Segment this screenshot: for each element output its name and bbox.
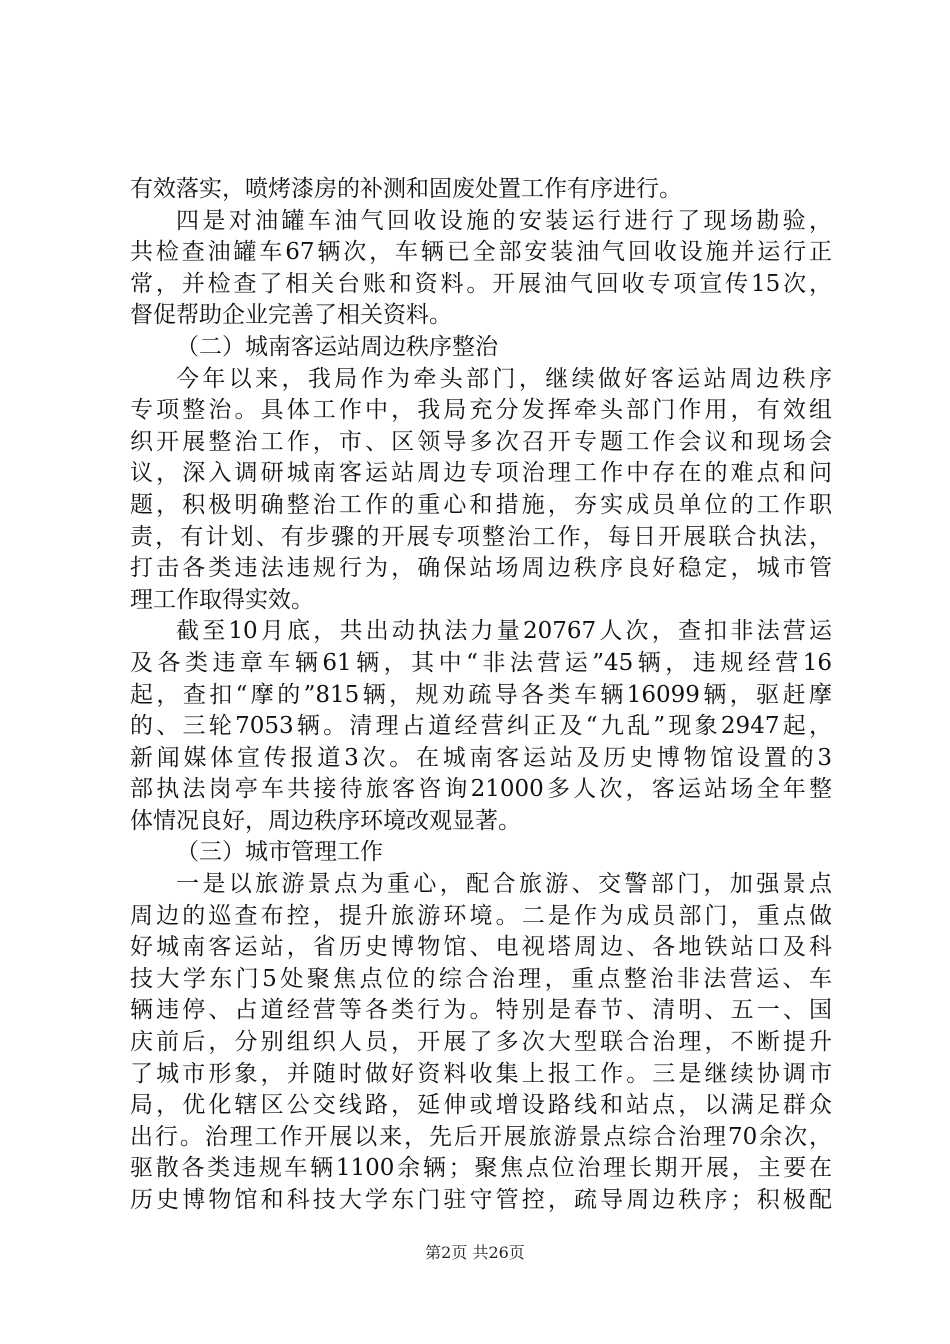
- text-line: 专项整治。具体工作中，我局充分发挥牵头部门作用，有效组: [130, 397, 832, 424]
- text-line: 织开展整治工作，市、区领导多次召开专题工作会议和现场会: [130, 428, 832, 455]
- text-line: 四是对油罐车油气回收设施的安装运行进行了现场勘验，: [176, 207, 832, 234]
- text-line: 常，并检查了相关台账和资料。开展油气回收专项宣传15次，: [130, 270, 832, 297]
- text-line: 周边的巡查布控，提升旅游环境。二是作为成员部门，重点做: [130, 902, 832, 929]
- text-line: 共检查油罐车67辆次，车辆已全部安装油气回收设施并运行正: [130, 239, 832, 266]
- text-line: 辆违停、占道经营等各类行为。特别是春节、清明、五一、国: [130, 997, 832, 1024]
- text-line: 题，积极明确整治工作的重心和措施，夯实成员单位的工作职: [130, 491, 832, 518]
- text-line: 部执法岗亭车共接待旅客咨询21000多人次，客运站场全年整: [130, 776, 832, 803]
- text-line: 打击各类违法违规行为，确保站场周边秩序良好稳定，城市管: [130, 555, 832, 582]
- text-line: 出行。治理工作开展以来，先后开展旅游景点综合治理70余次，: [130, 1123, 832, 1150]
- text-line: 有效落实，喷烤漆房的补测和固废处置工作有序进行。: [130, 176, 682, 202]
- text-line: 体情况良好，周边秩序环境改观显著。: [130, 807, 521, 834]
- text-line: 局，优化辖区公交线路，延伸或增设路线和站点，以满足群众: [130, 1092, 832, 1119]
- section-heading: （三）城市管理工作: [176, 839, 383, 866]
- text-line: 督促帮助企业完善了相关资料。: [130, 302, 452, 329]
- page-number-label: 第2页 共26页: [425, 1243, 525, 1262]
- text-line: 驱散各类违规车辆1100余辆；聚焦点位治理长期开展，主要在: [130, 1155, 832, 1182]
- text-line: 的、三轮7053辆。清理占道经营纠正及“九乱”现象2947起，: [130, 713, 832, 740]
- page-footer: [0, 1240, 950, 1263]
- text-line: 理工作取得实效。: [130, 586, 314, 613]
- text-line: 及各类违章车辆61辆，其中“非法营运”45辆，违规经营16: [130, 649, 832, 676]
- text-line: 议，深入调研城南客运站周边专项治理工作中存在的难点和问: [130, 460, 832, 487]
- text-line: 责，有计划、有步骤的开展专项整治工作，每日开展联合执法，: [130, 523, 832, 550]
- text-line: 历史博物馆和科技大学东门驻守管控，疏导周边秩序；积极配: [130, 1187, 832, 1213]
- text-line: 技大学东门5处聚焦点位的综合治理，重点整治非法营运、车: [130, 965, 832, 992]
- text-line: 一是以旅游景点为重心，配合旅游、交警部门，加强景点: [176, 871, 832, 898]
- text-line: 今年以来，我局作为牵头部门，继续做好客运站周边秩序: [176, 365, 832, 392]
- text-line: 新闻媒体宣传报道3次。在城南客运站及历史博物馆设置的3: [130, 744, 832, 771]
- text-line: 庆前后，分别组织人员，开展了多次大型联合治理，不断提升: [130, 1029, 832, 1056]
- text-line: 截至10月底，共出动执法力量20767人次，查扣非法营运: [176, 618, 832, 645]
- text-line: 好城南客运站，省历史博物馆、电视塔周边、各地铁站口及科: [130, 934, 832, 961]
- document-body: [130, 174, 832, 1217]
- section-heading: （二）城南客运站周边秩序整治: [176, 333, 498, 360]
- text-line: 起，查扣“摩的”815辆，规劝疏导各类车辆16099辆，驱赶摩: [130, 681, 832, 708]
- text-line: 了城市形象，并随时做好资料收集上报工作。三是继续协调市: [130, 1060, 832, 1087]
